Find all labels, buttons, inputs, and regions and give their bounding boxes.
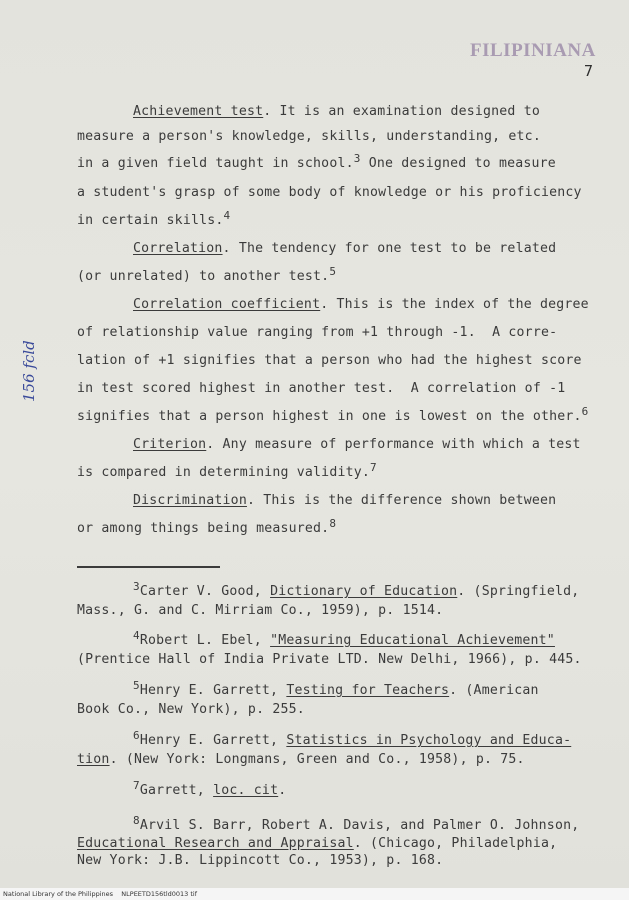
handwritten-margin-note: 156 fcld bbox=[20, 340, 38, 402]
footnote-line: tion. (New York: Longmans, Green and Co., 1958), p. 75. bbox=[77, 752, 525, 767]
term-discrimination: Discrimination bbox=[133, 493, 247, 508]
body-line: or among things being measured.$^8$ bbox=[77, 517, 337, 536]
footnote-separator bbox=[77, 566, 220, 568]
body-line: (or unrelated) to another test.$^5$ bbox=[77, 265, 337, 284]
footnote-ref: 4 bbox=[223, 209, 231, 222]
footnote-ref: 6 bbox=[581, 405, 589, 418]
body-line: in test scored highest in another test. A correlation of -1 bbox=[77, 381, 566, 396]
body-line: is compared in determining validity.$^7$ bbox=[77, 461, 377, 480]
footnote-ref: 5 bbox=[329, 265, 337, 278]
body-line: in a given field taught in school.$^3$ One designed to measure bbox=[77, 152, 556, 171]
footnote-line: Educational Research and Appraisal. (Chicago, Philadelphia, bbox=[77, 836, 558, 851]
filipiniana-stamp: FILIPINIANA bbox=[470, 40, 596, 61]
footnote-line: Book Co., New York), p. 255. bbox=[77, 702, 305, 717]
footnote-7: $^7$Garrett, loc. cit. bbox=[133, 779, 287, 798]
footnote-line: Mass., G. and C. Mirriam Co., 1959), p. 1514. bbox=[77, 603, 444, 618]
body-line: Criterion. Any measure of performance with which a test bbox=[133, 437, 581, 452]
term-criterion: Criterion bbox=[133, 437, 207, 452]
body-line: a student's grasp of some body of knowledge or his proficiency bbox=[77, 185, 582, 200]
footnote-ref: 3 bbox=[353, 152, 361, 165]
scan-footer: National Library of the Philippines NLPEETD156tld0013 tif bbox=[0, 888, 629, 900]
footnote-ref: 7 bbox=[370, 461, 377, 474]
footnote-5: $^5$Henry E. Garrett, Testing for Teachers. (American bbox=[133, 679, 539, 698]
footnote-3: $^3$Carter V. Good, Dictionary of Education. (Springfield, bbox=[133, 580, 580, 599]
footnote-line: New York: J.B. Lippincott Co., 1953), p. 168. bbox=[77, 853, 444, 868]
body-line: measure a person's knowledge, skills, understanding, etc. bbox=[77, 129, 541, 144]
footnote-4: $^4$Robert L. Ebel, "Measuring Educational Achievement" bbox=[133, 629, 555, 648]
footnote-6: $^6$Henry E. Garrett, Statistics in Psychology and Educa- bbox=[133, 729, 572, 748]
term-achievement-test: Achievement test bbox=[133, 104, 264, 119]
page-number: 7 bbox=[584, 62, 594, 80]
body-line: of relationship value ranging from +1 through -1. A corre- bbox=[77, 325, 558, 340]
term-correlation: Correlation bbox=[133, 241, 223, 256]
body-line: Achievement test. It is an examination designed to bbox=[133, 104, 540, 119]
body-line: lation of +1 signifies that a person who had the highest score bbox=[77, 353, 582, 368]
body-line: in certain skills.$^4$ bbox=[77, 209, 231, 228]
body-line: Discrimination. This is the difference shown between bbox=[133, 493, 557, 508]
body-line: signifies that a person highest in one is lowest on the other.$^6$ bbox=[77, 405, 589, 424]
term-correlation-coefficient: Correlation coefficient bbox=[133, 297, 321, 312]
body-line: Correlation coefficient. This is the index of the degree bbox=[133, 297, 589, 312]
footnote-ref: 8 bbox=[329, 517, 337, 530]
body-line: Correlation. The tendency for one test to be related bbox=[133, 241, 557, 256]
footnote-line: (Prentice Hall of India Private LTD. New Delhi, 1966), p. 445. bbox=[77, 652, 582, 667]
footnote-8: $^8$Arvil S. Barr, Robert A. Davis, and Palmer O. Johnson, bbox=[133, 814, 580, 833]
